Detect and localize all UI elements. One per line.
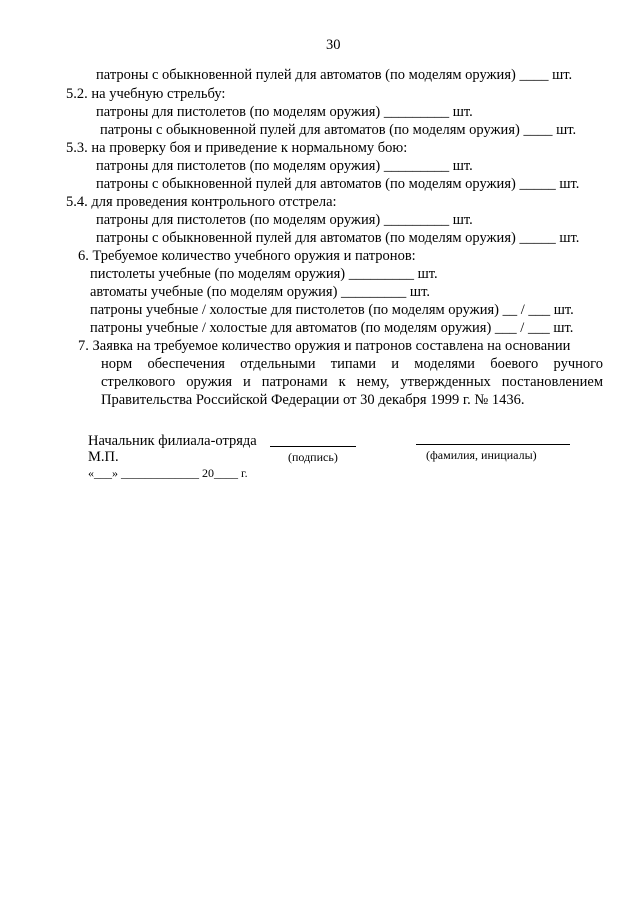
page-number: 30 (326, 37, 341, 53)
line-automat-cartridges-3: патроны с обыкновенной пулей для автоматов (по моделям оружия) _____ шт. (96, 176, 580, 192)
line-blank-automat-cartridges: патроны учебные / холостые для автоматов (по моделям оружия) ___ / ___ шт. (90, 320, 574, 336)
item-7-line-2: норм обеспечения отдельными типами и моделями боевого ручного (101, 356, 603, 372)
line-training-automats: автоматы учебные (по моделям оружия) _________ шт. (90, 284, 430, 300)
line-pistol-cartridges-3: патроны для пистолетов (по моделям оружия) _________ шт. (96, 212, 473, 228)
line-blank-pistol-cartridges: патроны учебные / холостые для пистолетов (по моделям оружия) __ / ___ шт. (90, 302, 574, 318)
item-7-line-4: Правительства Российской Федерации от 30 декабря 1999 г. № 1436. (101, 392, 525, 408)
item-7-line-3: стрелкового оружия и патронами к нему, утвержденных постановлением (101, 374, 603, 390)
section-6-heading: 6. Требуемое количество учебного оружия и патронов: (78, 248, 416, 264)
section-5-3-heading: 5.3. на проверку боя и приведение к нормальному бою: (66, 140, 408, 156)
signature-caption: (подпись) (288, 450, 338, 464)
line-automat-cartridges-1: патроны с обыкновенной пулей для автоматов (по моделям оружия) ____ шт. (96, 67, 573, 83)
item-7-line-1: 7. Заявка на требуемое количество оружия и патронов составлена на основании (78, 338, 571, 354)
name-caption: (фамилия, инициалы) (426, 448, 537, 462)
line-pistol-cartridges-1: патроны для пистолетов (по моделям оружия) _________ шт. (96, 104, 473, 120)
signature-line (270, 446, 356, 447)
line-automat-cartridges-2: патроны с обыкновенной пулей для автоматов (по моделям оружия) ____ шт. (100, 122, 577, 138)
section-5-2-heading: 5.2. на учебную стрельбу: (66, 86, 226, 102)
line-training-pistols: пистолеты учебные (по моделям оружия) _________ шт. (90, 266, 438, 282)
name-line (416, 444, 570, 445)
line-automat-cartridges-4: патроны с обыкновенной пулей для автоматов (по моделям оружия) _____ шт. (96, 230, 580, 246)
section-5-4-heading: 5.4. для проведения контрольного отстрела: (66, 194, 337, 210)
head-of-branch-label: Начальник филиала-отряда (88, 433, 257, 449)
line-pistol-cartridges-2: патроны для пистолетов (по моделям оружия) _________ шт. (96, 158, 473, 174)
date-line: «___» _____________ 20____ г. (88, 466, 248, 480)
seal-label: М.П. (88, 449, 119, 465)
